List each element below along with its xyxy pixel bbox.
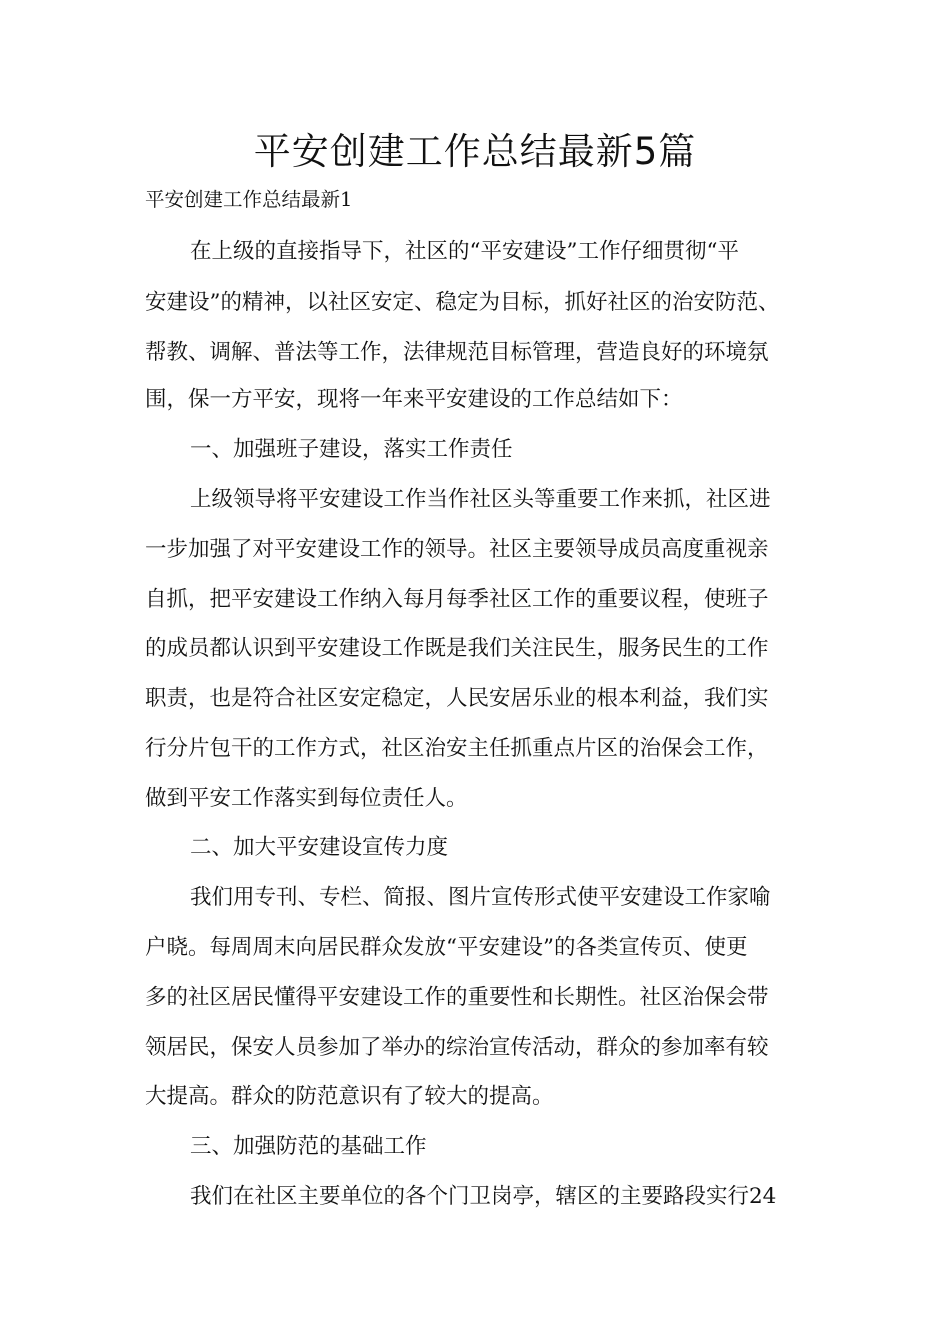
text-line: 围，保一方平安，现将一年来平安建设的工作总结如下：	[145, 387, 683, 412]
text-line: 领居民，保安人员参加了举办的综治宣传活动，群众的参加率有较	[145, 1035, 769, 1060]
section-heading: 三、加强防范的基础工作	[190, 1134, 427, 1159]
text-line: 大提高。群众的防范意识有了较大的提高。	[145, 1084, 554, 1109]
text-line: 在上级的直接指导下，社区的“平安建设”工作仔细贯彻“平	[190, 239, 739, 264]
section-subtitle: 平安创建工作总结最新1	[145, 188, 353, 211]
text-line: 多的社区居民懂得平安建设工作的重要性和长期性。社区治保会带	[145, 985, 769, 1010]
text-line: 的成员都认识到平安建设工作既是我们关注民生，服务民生的工作	[145, 636, 769, 661]
text-line: 上级领导将平安建设工作当作社区头等重要工作来抓，社区进	[190, 487, 771, 512]
text-line: 户晓。每周周末向居民群众发放“平安建设”的各类宣传页、使更	[145, 935, 748, 960]
text-line: 安建设”的精神，以社区安定、稳定为目标，抓好社区的治安防范、	[145, 290, 780, 315]
text-line: 行分片包干的工作方式，社区治安主任抓重点片区的治保会工作，	[145, 736, 769, 761]
text-line: 做到平安工作落实到每位责任人。	[145, 786, 468, 811]
document-title: 平安创建工作总结最新5篇	[253, 130, 697, 173]
text-line: 我们用专刊、专栏、简报、图片宣传形式使平安建设工作家喻	[190, 885, 771, 910]
text-line: 自抓，把平安建设工作纳入每月每季社区工作的重要议程，使班子	[145, 587, 769, 612]
text-line: 一步加强了对平安建设工作的领导。社区主要领导成员高度重视亲	[145, 537, 769, 562]
text-line: 我们在社区主要单位的各个门卫岗亭，辖区的主要路段实行24	[190, 1184, 777, 1209]
text-line: 职责，也是符合社区安定稳定，人民安居乐业的根本利益，我们实	[145, 686, 769, 711]
text-line: 帮教、调解、普法等工作，法律规范目标管理，营造良好的环境氛	[145, 340, 769, 365]
section-heading: 二、加大平安建设宣传力度	[190, 835, 449, 860]
section-heading: 一、加强班子建设，落实工作责任	[190, 437, 513, 462]
